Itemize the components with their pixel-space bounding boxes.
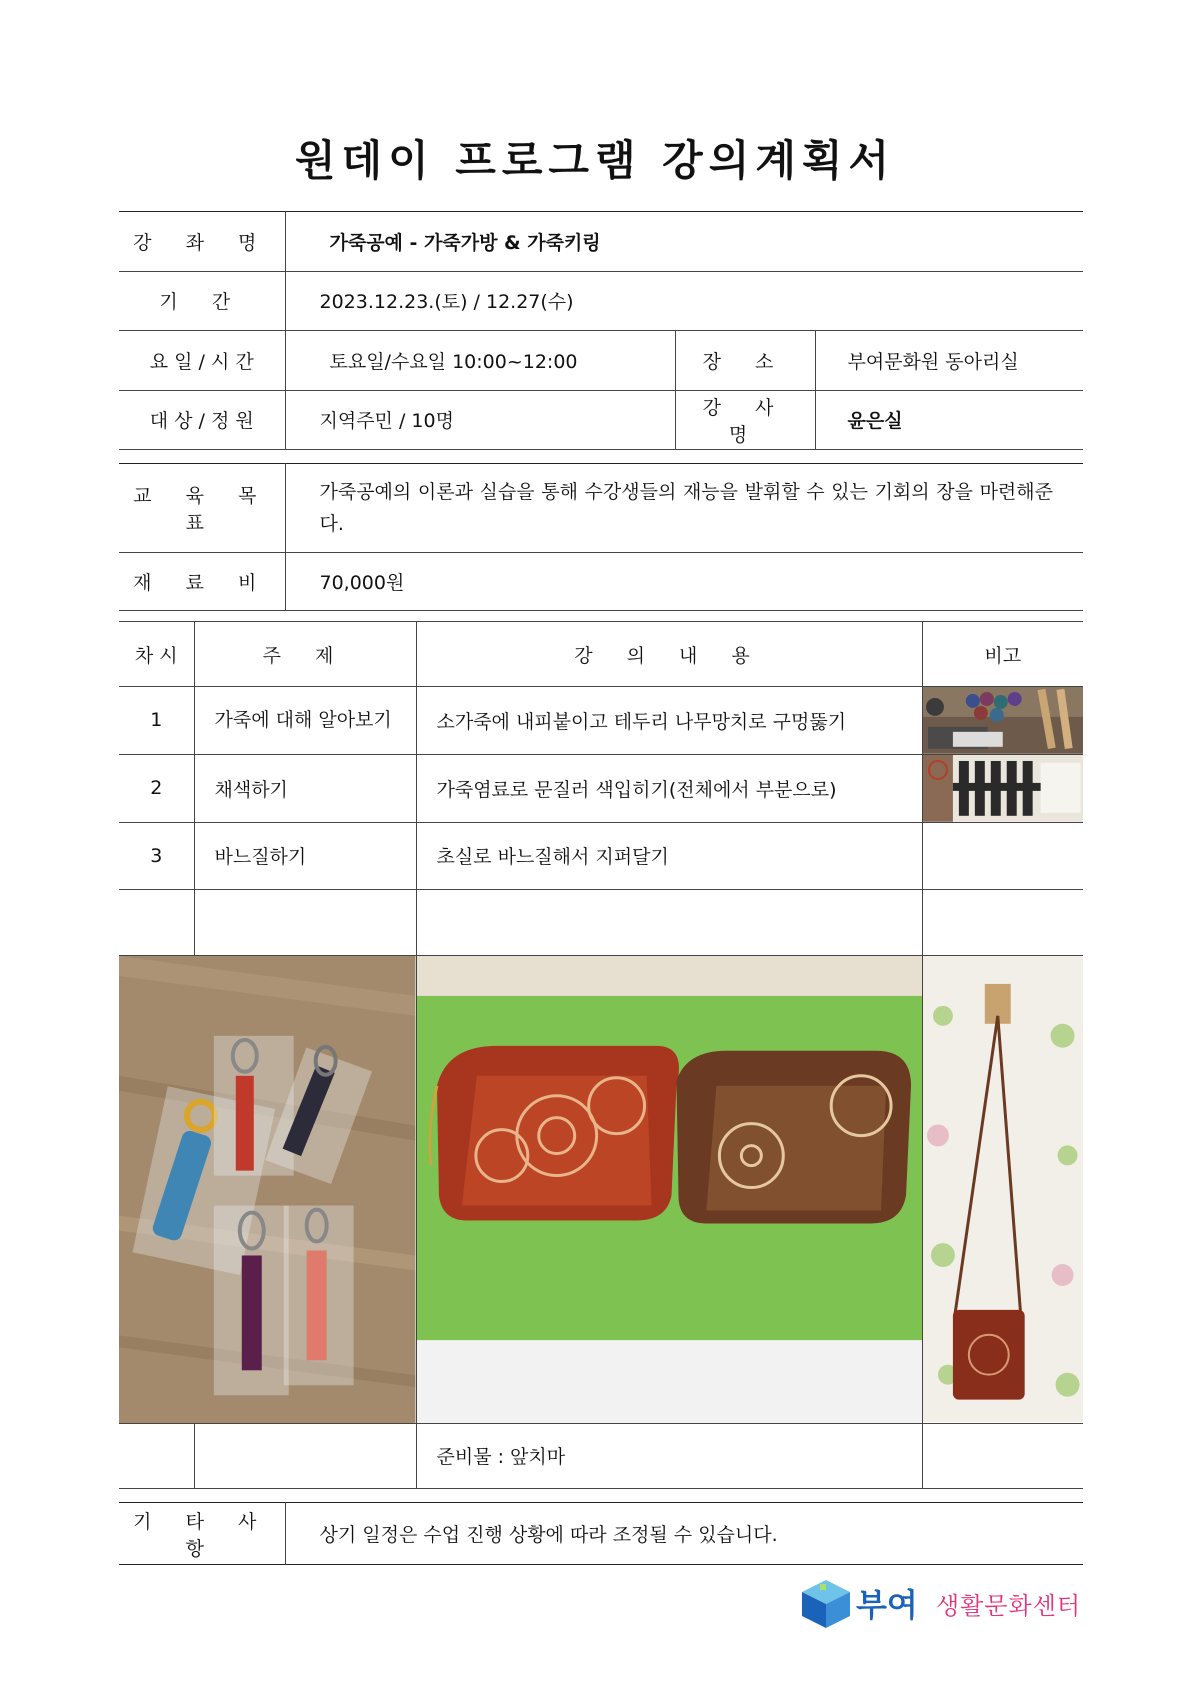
center-logo (800, 1578, 1085, 1630)
course-value: 가죽공예 - 가죽가방 & 가죽키링 (285, 212, 1083, 272)
empty-cell (922, 889, 1083, 955)
row-no: 2 (119, 754, 194, 822)
day-time-row (119, 331, 1083, 391)
target-value: 지역주민 / 10명 (285, 390, 675, 450)
period-row (119, 271, 1083, 331)
row-topic: 바느질하기 (194, 822, 416, 889)
table-row (119, 754, 1083, 822)
empty-row (119, 889, 1083, 955)
day-time-label: 요 일 / 시 간 (119, 331, 285, 391)
etc-table (119, 1502, 1083, 1565)
goal-value: 가죽공예의 이론과 실습을 통해 수강생들의 재능을 발휘할 수 있는 기회의 장을 마련해준다. (285, 464, 1083, 553)
empty-cell (119, 1423, 194, 1488)
target-label: 대 상 / 정 원 (119, 390, 285, 450)
schedule-table (119, 621, 1083, 1489)
header-topic: 주 제 (194, 622, 416, 687)
goal-label: 교 육 목 표 (119, 464, 285, 553)
fee-label: 재 료 비 (119, 553, 285, 611)
row-content: 소가죽에 내피붙이고 테두리 나무망치로 구멍뚫기 (416, 687, 922, 755)
etc-value: 상기 일정은 수업 진행 상황에 따라 조정될 수 있습니다. (319, 1524, 778, 1546)
row-topic: 채색하기 (194, 754, 416, 822)
goal-row (119, 464, 1083, 553)
table-row (119, 687, 1083, 755)
note-photo-leather-strips (922, 754, 1083, 822)
row-no: 3 (119, 822, 194, 889)
period-value: 2023.12.23.(토) / 12.27(수) (285, 271, 1083, 331)
row-content: 초실로 바느질해서 지퍼달기 (416, 822, 922, 889)
place-value: 부여문화원 동아리실 (815, 331, 1083, 391)
row-content: 가죽염료로 문질러 색입히기(전체에서 부분으로) (416, 754, 922, 822)
header-note: 비고 (922, 622, 1083, 687)
etc-label: 기 타 사 항 (119, 1503, 285, 1565)
page-title: 원데이 프로그램 강의계획서 (294, 136, 896, 185)
logo-sub-text: 생활문화센터 (936, 1592, 1082, 1620)
table-row (119, 822, 1083, 889)
etc-row (119, 1503, 1083, 1565)
empty-cell (922, 1423, 1083, 1488)
instructor-label: 강 사 명 (675, 390, 815, 450)
empty-cell (119, 889, 194, 955)
course-label: 강 좌 명 (119, 212, 285, 272)
row-no: 1 (119, 687, 194, 755)
course-row (119, 212, 1083, 272)
prep-row (119, 1423, 1083, 1488)
photo-keyrings (119, 955, 416, 1423)
row-topic: 가죽에 대해 알아보기 (194, 687, 416, 755)
fee-value: 70,000원 (285, 553, 1083, 611)
place-label: 장 소 (675, 331, 815, 391)
empty-cell (194, 889, 416, 955)
day-time-value: 토요일/수요일 10:00~12:00 (285, 331, 675, 391)
empty-cell (416, 889, 922, 955)
header-no: 차 시 (119, 622, 194, 687)
photo-row (119, 955, 1083, 1423)
logo-main-text: 부여 (856, 1586, 918, 1624)
header-content: 강 의 내 용 (416, 622, 922, 687)
photo-leather-bags (416, 955, 922, 1423)
cube-logo-icon (800, 1578, 852, 1630)
empty-cell (194, 1423, 416, 1488)
row-note (922, 822, 1083, 889)
goals-table (119, 463, 1083, 611)
period-label: 기 간 (119, 271, 285, 331)
prep-value: 준비물 : 앞치마 (416, 1423, 922, 1488)
photo-crossbody-bag (922, 955, 1083, 1423)
course-info-table (119, 211, 1083, 450)
target-row (119, 390, 1083, 450)
fee-row (119, 553, 1083, 611)
schedule-header-row (119, 622, 1083, 687)
note-photo-beads (922, 687, 1083, 755)
instructor-value: 윤은실 (815, 390, 1083, 450)
